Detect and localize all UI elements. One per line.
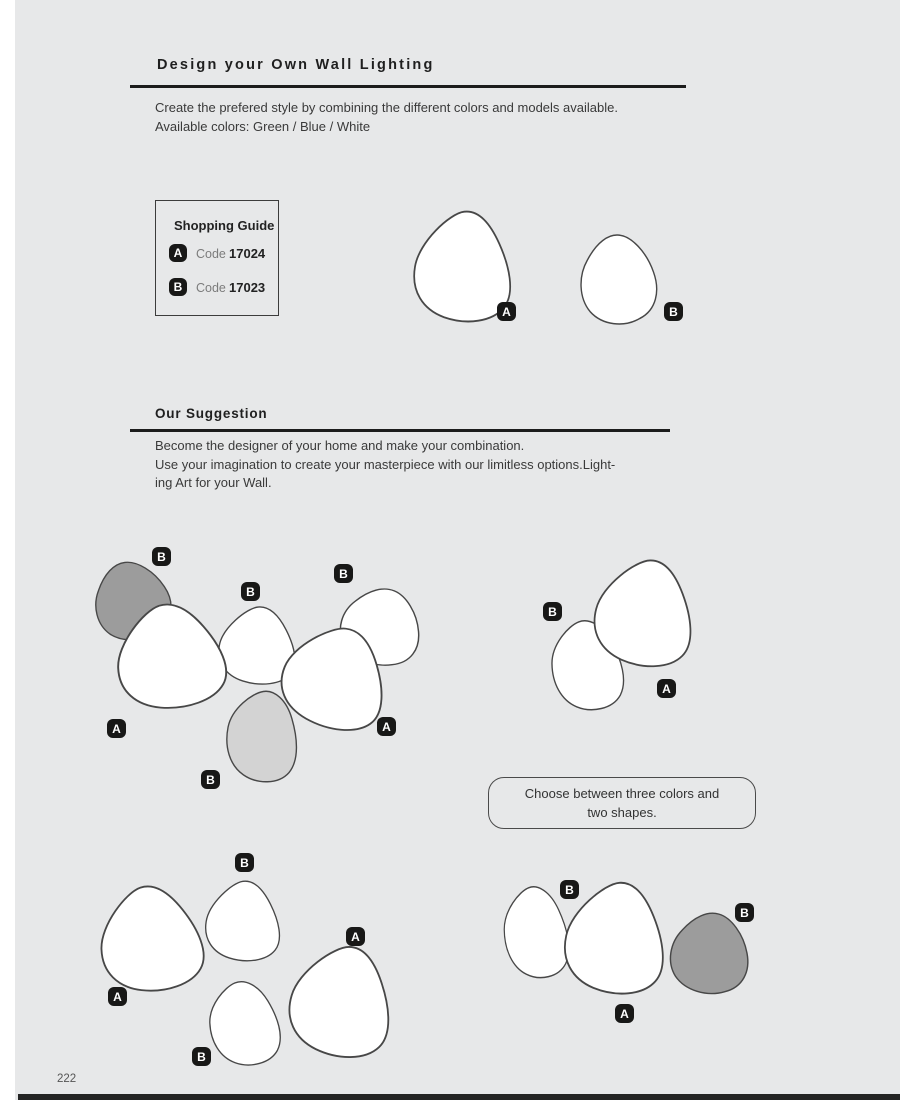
title-rule [130,85,686,88]
cluster-bl-badge-b1: B [235,853,254,872]
shopping-guide-box [155,200,279,316]
page-bottom-edge [18,1094,900,1100]
callout-box [488,777,756,829]
intro-line-2: Available colors: Green / Blue / White [155,118,371,134]
model-b-label-badge: B [664,302,683,321]
code-label: Code [196,247,226,261]
code-value-a: 17024 [229,246,266,261]
intro-line-1: Create the prefered style by combining the different colors and models available. [155,100,618,115]
page-title: Design your Own Wall Lighting [157,57,435,73]
shopping-guide-item-a [156,244,280,264]
cluster-left-badge-a2: A [377,717,396,736]
cluster-bl-badge-b2: B [192,1047,211,1066]
callout-line-2: two shapes. [587,805,657,820]
cluster-bl-shape-a-right [272,928,415,1076]
cluster-br-badge-b1: B [560,880,579,899]
model-a-label-badge: A [497,302,516,321]
model-a-badge: A [169,244,187,262]
cluster-left-badge-b1: B [152,547,171,566]
code-value-b: 17023 [229,280,266,295]
cluster-left-badge-a1: A [107,719,126,738]
cluster-right-shape-a [579,544,714,683]
cluster-br-badge-a: A [615,1004,634,1023]
cluster-br-badge-b2: B [735,903,754,922]
shopping-guide-title: Shopping Guide [174,218,275,233]
model-b-badge: B [169,278,187,296]
code-label: Code [196,281,226,295]
cluster-left-badge-b3: B [334,564,353,583]
suggestion-rule [130,429,670,432]
cluster-bl-shape-a-left [84,870,221,1007]
intro-paragraph [155,99,618,136]
page-number: 222 [57,1073,77,1085]
page-left-margin [0,0,15,1100]
suggestion-line-1: Become the designer of your home and make your combination. [155,438,525,453]
suggestion-title: Our Suggestion [155,406,268,421]
cluster-left-badge-b4: B [201,770,220,789]
suggestion-line-2: Use your imagination to create your masterpiece with our limitless options.Light- [155,456,616,472]
shopping-guide-item-b [156,278,280,298]
model-b-shape [571,226,671,335]
suggestion-line-3: ing Art for your Wall. [155,475,272,490]
suggestion-paragraph [155,437,615,493]
cluster-right-badge-a: A [657,679,676,698]
cluster-right-badge-b: B [543,602,562,621]
cluster-left-badge-b2: B [241,582,260,601]
callout-line-1: Choose between three colors and [524,786,720,801]
cluster-left-shape-a-left [99,587,244,726]
cluster-bl-badge-a2: A [346,927,365,946]
cluster-bl-badge-a1: A [108,987,127,1006]
